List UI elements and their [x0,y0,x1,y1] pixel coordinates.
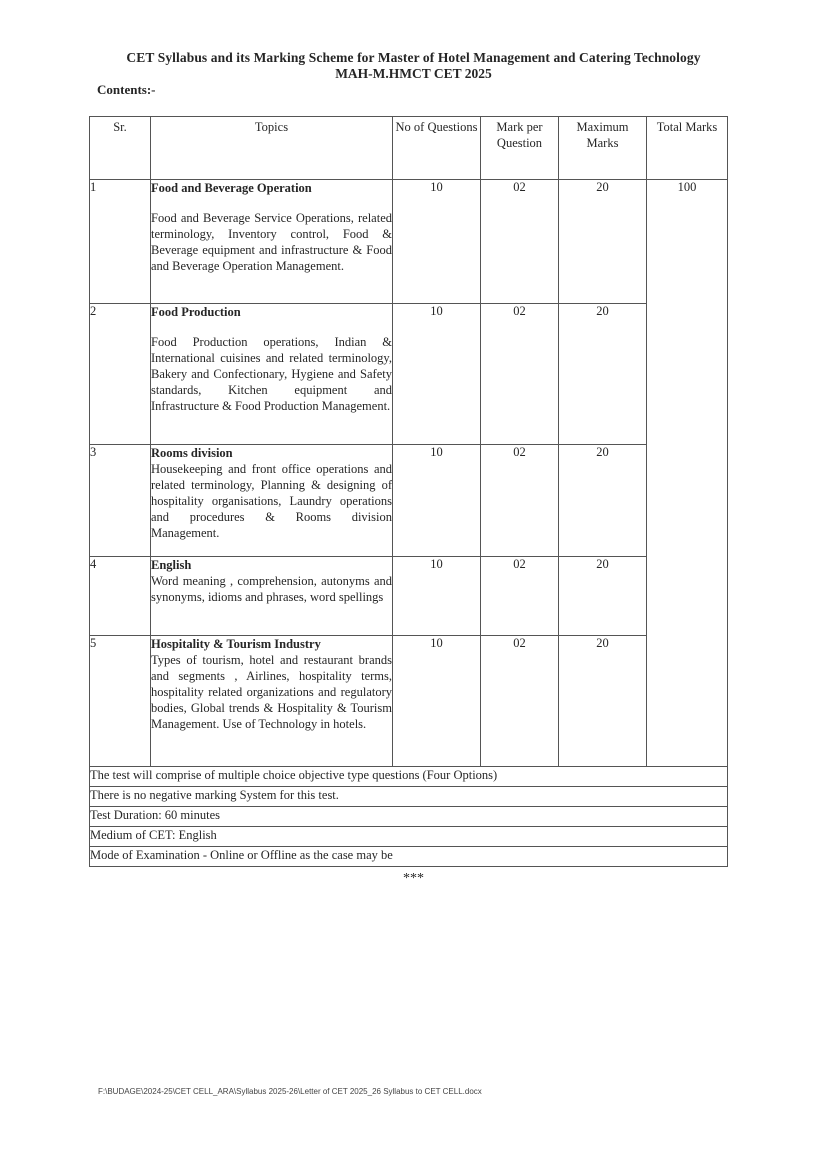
header-mark-per-question: Mark per Question [481,117,559,180]
table-header-row [90,117,728,180]
row-max: 20 [559,180,647,304]
row-sr: 4 [90,557,151,636]
topic-description: Food Production operations, Indian & International cuisines and related terminology, Bakery and Confectionary, Hygiene and Safety standards, Kitchen equipment and Infrastructure & Food Production Management. [151,335,392,413]
row-mark: 02 [481,180,559,304]
row-sr: 5 [90,636,151,767]
total-marks-value: 100 [647,180,728,767]
note-negative-marking: There is no negative marking System for this test. [90,787,728,807]
row-mark: 02 [481,304,559,445]
row-max: 20 [559,445,647,557]
row-topic [151,304,393,445]
row-mark: 02 [481,445,559,557]
row-sr: 2 [90,304,151,445]
note-test-duration: Test Duration: 60 minutes [90,807,728,827]
row-max: 20 [559,636,647,767]
topic-title: English [151,558,192,572]
row-topic [151,445,393,557]
topic-description: Word meaning , comprehension, autonyms and synonyms, idioms and phrases, word spellings [151,574,392,604]
table-row [90,636,728,767]
row-sr: 1 [90,180,151,304]
header-maximum-marks: Maximum Marks [559,117,647,180]
topic-title: Hospitality & Tourism Industry [151,637,321,651]
row-questions: 10 [393,557,481,636]
contents-label: Contents:- [97,82,156,97]
table-row [90,557,728,636]
note-exam-mode: Mode of Examination - Online or Offline as the case may be [90,847,728,867]
header-topics: Topics [151,117,393,180]
footer-file-path: F:\BUDAGE\2024-25\CET CELL_ARA\Syllabus 2025-26\Letter of CET 2025_26 Syllabus to CET CELL.docx [98,1087,482,1096]
topic-description: Types of tourism, hotel and restaurant brands and segments , Airlines, hospitality terms, hospitality related organizations and regulatory bodies, Global trends & Hospitality & Tourism Management. Use of Technology in hotels. [151,653,392,731]
syllabus-table [89,116,728,867]
note-medium: Medium of CET: English [90,827,728,847]
row-questions: 10 [393,304,481,445]
row-questions: 10 [393,180,481,304]
header-no-of-questions: No of Questions [393,117,481,180]
row-max: 20 [559,304,647,445]
topic-description: Food and Beverage Service Operations, related terminology, Inventory control, Food & Beverage equipment and infrastructure & Food and Beverage Operation Management. [151,211,392,273]
end-mark: *** [403,871,424,886]
topic-title: Food Production [151,305,241,319]
row-max: 20 [559,557,647,636]
row-mark: 02 [481,557,559,636]
row-topic [151,557,393,636]
table-row [90,445,728,557]
table-row [90,180,728,304]
topic-title: Rooms division [151,446,233,460]
row-topic [151,180,393,304]
document-subtitle: MAH-M.HMCT CET 2025 [335,66,492,81]
row-mark: 02 [481,636,559,767]
topic-description: Housekeeping and front office operations and related terminology, Planning & designing of hospitality organisations, Laundry operations and procedures & Rooms division Management. [151,462,392,540]
topic-title: Food and Beverage Operation [151,181,312,195]
row-questions: 10 [393,445,481,557]
row-questions: 10 [393,636,481,767]
header-sr: Sr. [90,117,151,180]
document-title: CET Syllabus and its Marking Scheme for Master of Hotel Management and Catering Technology [126,50,701,65]
row-sr: 3 [90,445,151,557]
note-question-type: The test will comprise of multiple choice objective type questions (Four Options) [90,767,728,787]
table-row [90,304,728,445]
header-total-marks: Total Marks [647,117,728,180]
row-topic [151,636,393,767]
